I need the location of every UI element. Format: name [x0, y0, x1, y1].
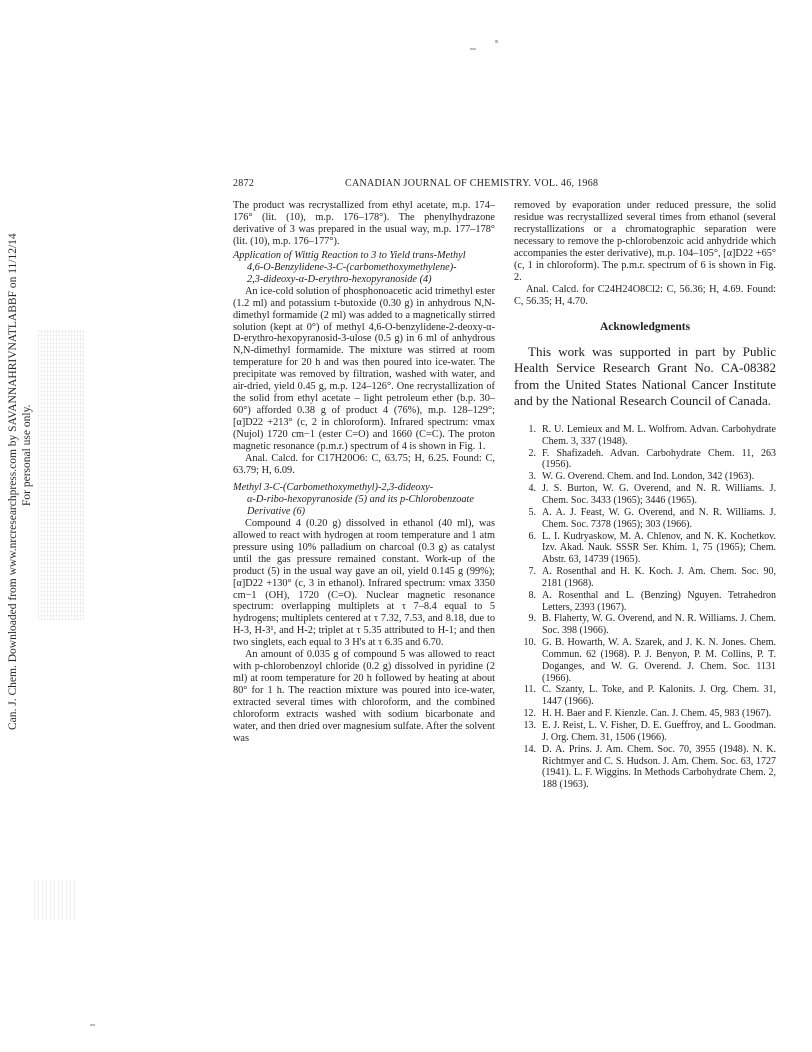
reference-text: D. A. Prins. J. Am. Chem. Soc. 70, 3955 (1948). N. K. Richtmyer and C. S. Hudson. J. Am. Chem. Soc. 63, 1727 (1941). L. F. Wiggins. In Methods Carbohydrate Chem. 2, 188 (1963). — [542, 743, 776, 791]
reference-number: 2. — [528, 447, 536, 459]
reference-item — [514, 708, 776, 720]
paragraph: Anal. Calcd. for C17H20O6: C, 63.75; H, 6.25. Found: C, 63.79; H, 6.09. — [233, 453, 495, 476]
section-heading: Methyl 3-C-(Carbomethoxymethyl)-2,3-dideoxy- α-D-ribo-hexopyranoside (5) and its p-Chlorobenzoate Derivative (6) — [233, 481, 474, 517]
reference-number: 9. — [528, 613, 536, 625]
reference-item — [514, 531, 776, 567]
section-heading: Application of Wittig Reaction to 3 to Yield trans-Methyl 4,6-O-Benzylidene-3-C-(carbomethoxymethylene)- 2,3-dideoxy-α-D-erythro-hexopyranoside (4) — [233, 249, 466, 285]
reference-text: C. Szanty, L. Toke, and P. Kalonits. J. Org. Chem. 31, 1447 (1966). — [542, 684, 776, 708]
download-stamp-line2: For personal use only. — [21, 404, 33, 506]
reference-text: F. Shafizadeh. Advan. Carbohydrate Chem. 11, 263 (1956). — [542, 447, 776, 471]
reference-number: 5. — [528, 506, 536, 518]
download-stamp — [2, 170, 36, 730]
reference-text: W. G. Overend. Chem. and Ind. London, 342 (1963). — [542, 471, 755, 483]
reference-text: H. H. Baer and F. Kienzle. Can. J. Chem. 45, 983 (1967). — [542, 708, 772, 720]
acknowledgments-body: This work was supported in part by Public Health Service Research Grant No. CA-08382 from the United States National Cancer Institute and by the National Research Council of Canada. — [514, 343, 776, 409]
paragraph: removed by evaporation under reduced pressure, the solid residue was recrystallized several times from ethanol (several recrystallizations or a chromatographic separation were necessary to remove the p-chlorobenzoic acid anhydride which accompanies the ester derivative), m.p. 104–105°, [α]D22 +65° (c, 1 in chloroform). The p.m.r. spectrum of 6 is shown in Fig. 2. — [514, 200, 776, 283]
reference-item — [514, 424, 776, 448]
paragraph: An amount of 0.035 g of compound 5 was allowed to react with p-chlorobenzoyl chloride (0.2 g) dissolved in pyridine (2 ml) at room temperature for 20 h followed by heating at about 80° for 1 h. The reaction mixture was poured into ice-water, extracted several times with chloroform, and the combined chloroform extracts washed with sodium bicarbonate and water, and then dried over magnesium sulfate. After the solvent was — [233, 649, 495, 744]
paragraph: Compound 4 (0.20 g) dissolved in ethanol (40 ml), was allowed to react with hydrogen at room temperature and 1 atm pressure using 10% palladium on charcoal (0.3 g) as catalyst until the gas pressure remained constant. Work-up of the product (5) in the usual way gave an oil, yield 0.145 g (99%); [α]D22 +130° (c, 3 in ethanol). Infrared spectrum: νmax 3350 cm−1 (OH), 1720 (C=O). Nuclear magnetic resonance spectrum: overlapping multiplets at τ 7–8.4 equal to 5 hydrogens; multiplets centered at τ 7.32, 7.53, and 8.18, due to H-3, H-3¹, and H-2; triplet at τ 5.35 attributed to H-1; and then two singlets, each equal to 3 H's at τ 6.35 and 6.70. — [233, 517, 495, 649]
reference-item — [514, 590, 776, 614]
reference-item — [514, 613, 776, 637]
reference-number: 14. — [523, 743, 536, 755]
reference-item — [514, 720, 776, 744]
reference-number: 13. — [523, 720, 536, 731]
reference-number: 4. — [528, 483, 536, 495]
reference-item — [514, 684, 776, 708]
reference-number: 10. — [523, 637, 536, 649]
reference-text: A. Rosenthal and L. (Benzing) Nguyen. Tetrahedron Letters, 2393 (1967). — [542, 589, 776, 613]
paragraph: The product was recrystallized from ethyl acetate, m.p. 174–176° (lit. (10), m.p. 176–178°). The phenylhydrazone derivative of 3 was prepared in the usual way, m.p. 177–178° (lit. (10), m.p. 176–177°). — [233, 200, 495, 247]
reference-item — [514, 744, 776, 791]
scan-noise — [38, 330, 84, 620]
reference-text: G. B. Howarth, W. A. Szarek, and J. K. N. Jones. Chem. Commun. 62 (1968). P. J. Benyon, P. M. Collins, P. T. Doganges, and W. G. Overend. J. Chem. Soc. 1131 (1966). — [542, 637, 776, 684]
scan-speck — [495, 40, 498, 43]
left-column — [233, 200, 495, 745]
download-stamp-line1: Can. J. Chem. Downloaded from www.nrcresearchpress.com by SAVANNAHRIVNATLABBF on 11/12/14 — [7, 233, 19, 730]
running-header — [233, 178, 773, 192]
reference-number: 11. — [523, 684, 536, 696]
scan-noise — [34, 880, 78, 920]
scan-speck — [90, 1024, 95, 1026]
reference-text: A. Rosenthal and H. K. Koch. J. Am. Chem. Soc. 90, 2181 (1968). — [542, 566, 776, 589]
running-title: CANADIAN JOURNAL OF CHEMISTRY. VOL. 46, 1968 — [345, 178, 599, 189]
page-number: 2872 — [233, 178, 255, 189]
right-column — [514, 200, 776, 791]
reference-item — [514, 448, 776, 472]
reference-item — [514, 471, 776, 483]
reference-list — [514, 424, 776, 791]
reference-number: 6. — [528, 530, 536, 542]
reference-number: 7. — [528, 566, 536, 578]
paragraph: Anal. Calcd. for C24H24O8Cl2: C, 56.36; H, 4.69. Found: C, 56.35; H, 4.70. — [514, 283, 776, 307]
acknowledgments-heading: Acknowledgments — [599, 320, 691, 333]
reference-item — [514, 507, 776, 531]
reference-item — [514, 637, 776, 684]
reference-number: 8. — [528, 589, 536, 601]
reference-item — [514, 483, 776, 507]
reference-text: A. A. J. Feast, W. G. Overend, and N. R. Williams. J. Chem. Soc. 7378 (1965); 303 (1966). — [542, 506, 776, 530]
reference-text: E. J. Reist, L. V. Fisher, D. E. Gueffroy, and L. Goodman. J. Org. Chem. 31, 1506 (1966). — [542, 720, 776, 743]
reference-number: 3. — [528, 471, 536, 483]
reference-text: R. U. Lemieux and M. L. Wolfrom. Advan. Carbohydrate Chem. 3, 337 (1948). — [542, 423, 776, 447]
reference-text: B. Flaherty, W. G. Overend, and N. R. Williams. J. Chem. Soc. 398 (1966). — [542, 613, 776, 637]
paragraph: An ice-cold solution of phosphonoacetic acid trimethyl ester (1.2 ml) and potassium t-butoxide (0.30 g) in anhydrous N,N-dimethyl formamide (2 ml) was added to a magnetically stirred solution (kept at 0°) of methyl 4,6-O-benzylidene-2-deoxy-α-D-erythro-hexopyranosid-3-ulose (0.5 g) in 6 ml of anhydrous N,N-dimethyl formamide. The mixture was stirred at room temperature for 20 h and was then poured into ice-water. The precipitate was removed by filtration, washed with water, and air-dried, yield 0.45 g, m.p. 124–126°. One recrystallization of the solid from ethyl acetate – light petroleum ether (b.p. 30–60°) afforded 0.38 g of product 4 (76%), m.p. 128–129°; [α]D22 +213° (c, 2 in chloroform). Infrared spectrum: νmax (Nujol) 1720 cm−1 (ester C=O) and 1660 (C=C). The proton magnetic resonance (p.m.r.) spectrum of 4 is shown in Fig. 1. — [233, 285, 495, 453]
page-header-area — [233, 178, 773, 192]
reference-text: L. I. Kudryaskow, M. A. Chlenov, and N. K. Kochetkov. Izv. Akad. Nauk. SSSR Ser. Khim. 1, 75 (1965); Chem. Abstr. 63, 14739 (1965). — [542, 530, 776, 566]
reference-number: 1. — [528, 423, 536, 435]
reference-item — [514, 566, 776, 590]
reference-number: 12. — [523, 708, 536, 720]
reference-text: J. S. Burton, W. G. Overend, and N. R. Williams. J. Chem. Soc. 3433 (1965); 3446 (1965). — [542, 483, 776, 506]
scan-speck — [470, 48, 476, 50]
